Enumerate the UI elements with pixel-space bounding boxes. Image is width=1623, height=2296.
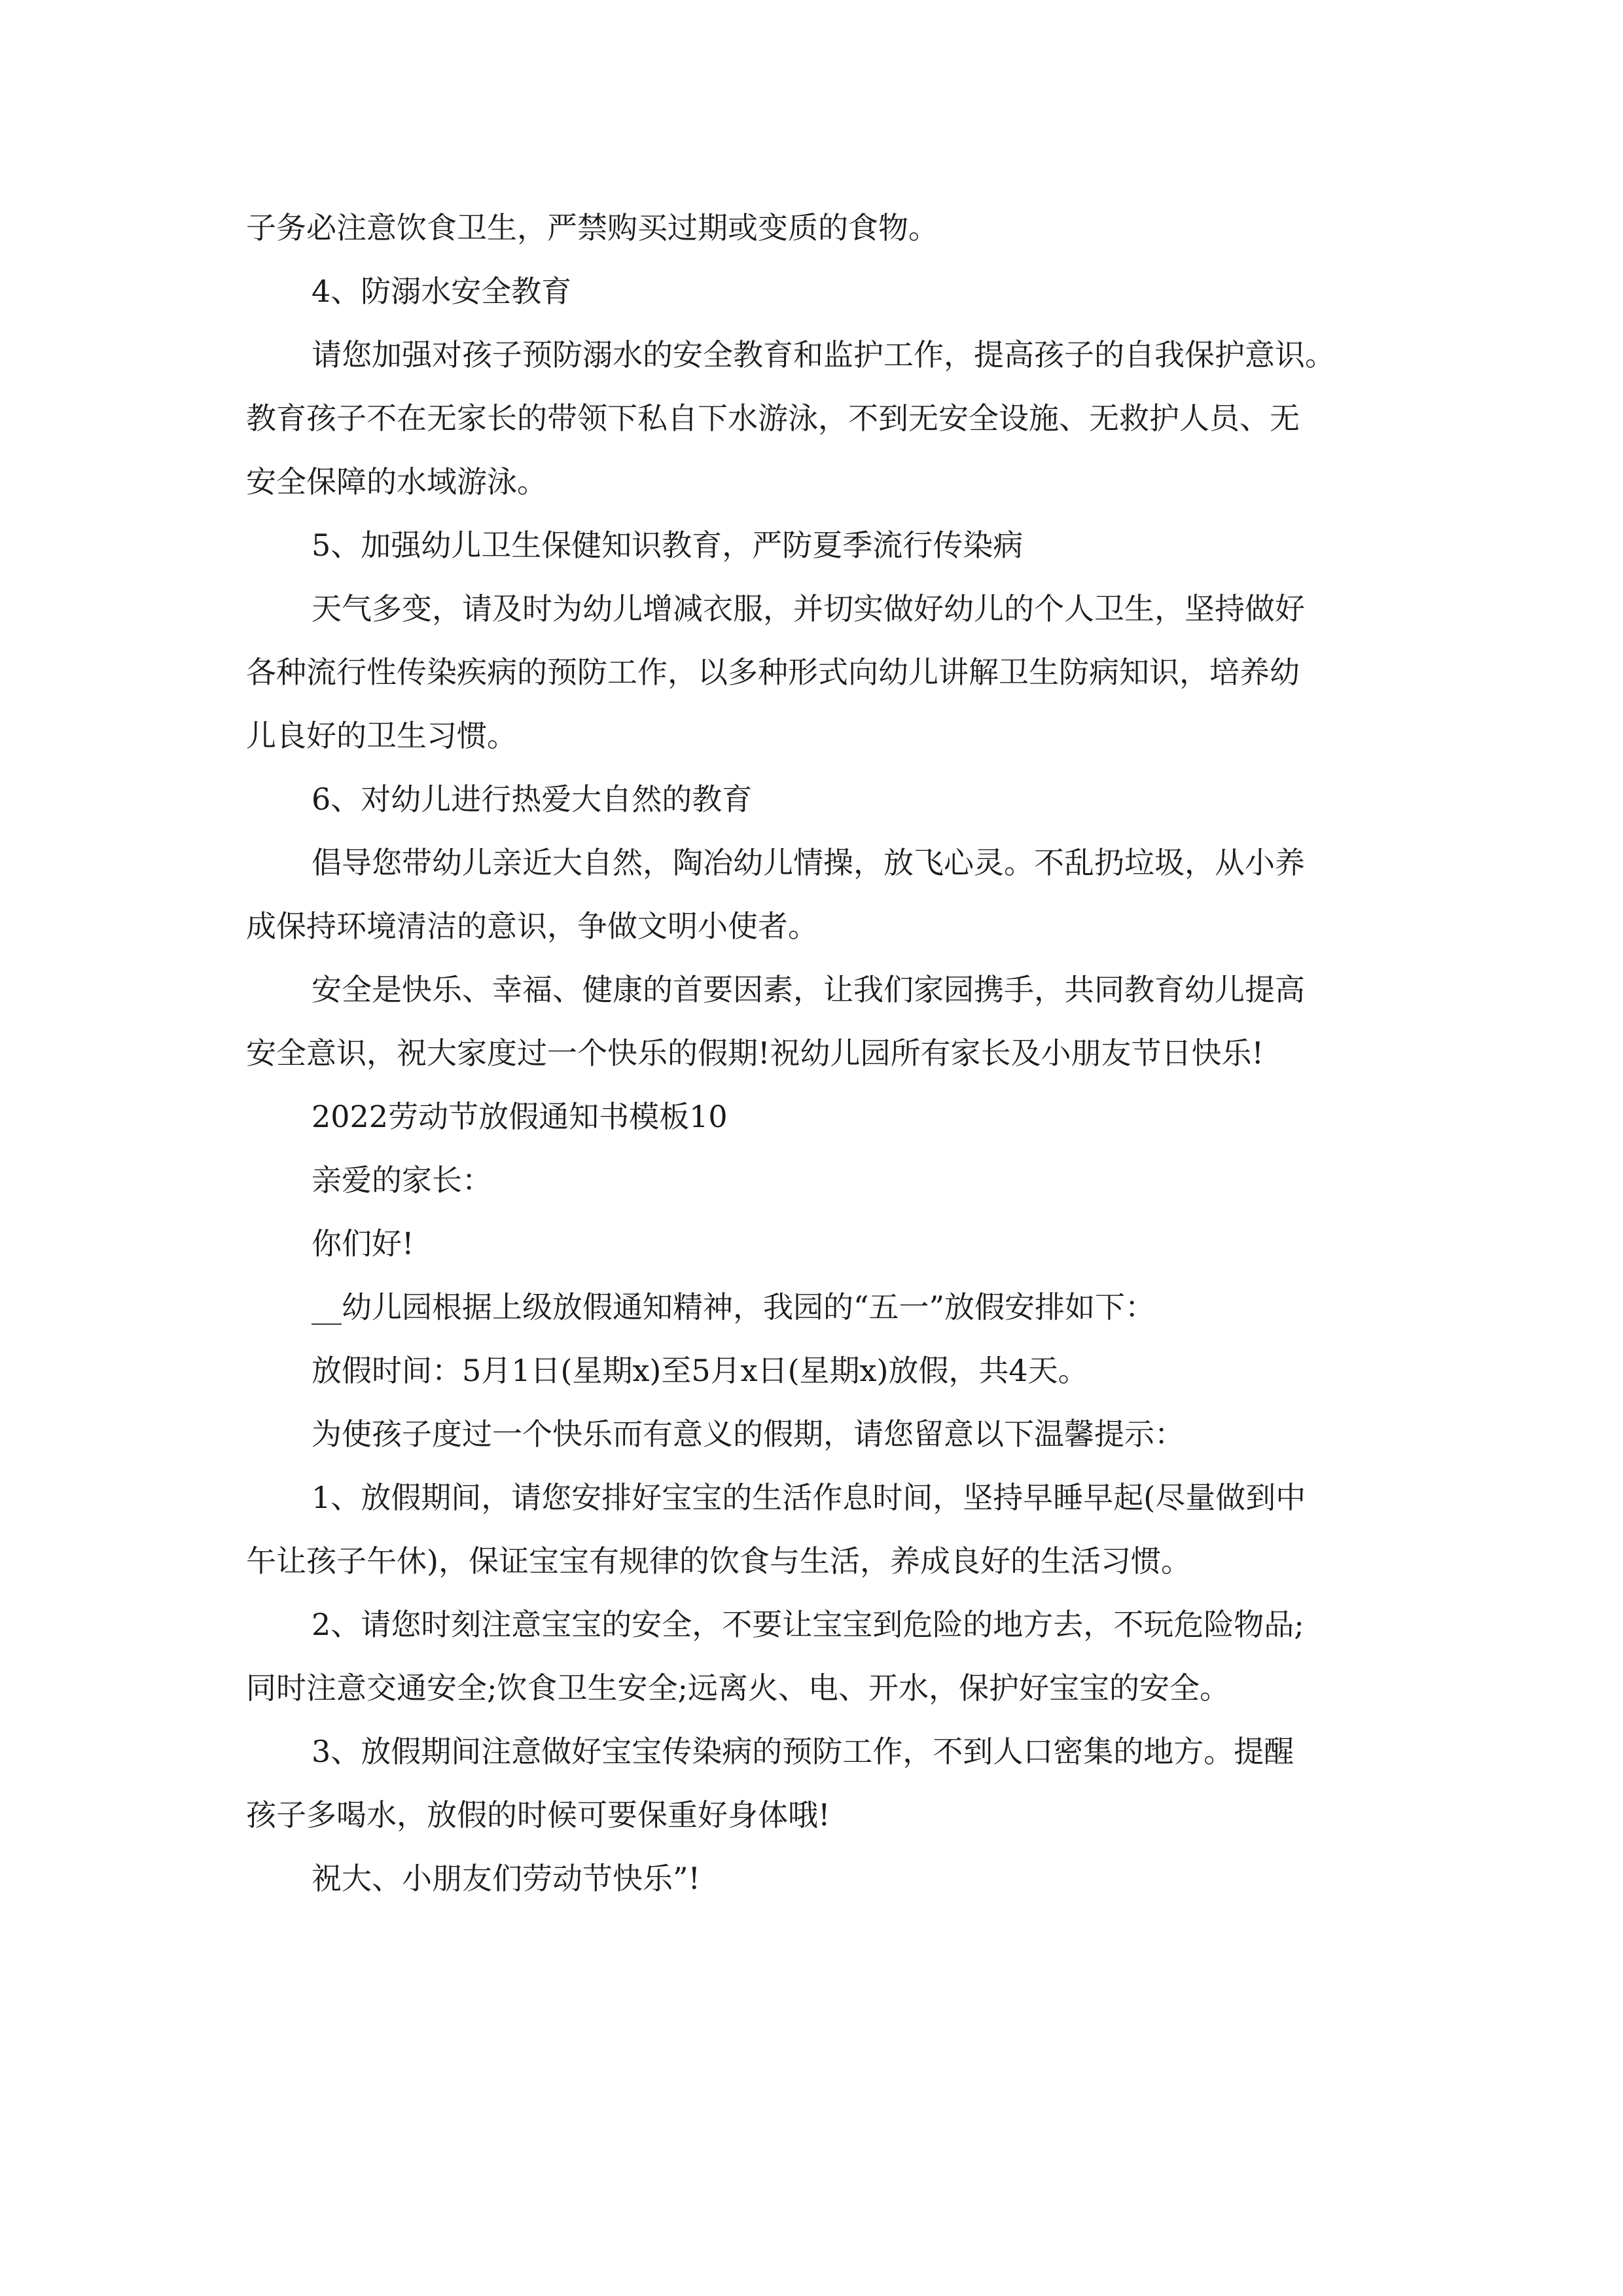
text-line: 1、放假期间，请您安排好宝宝的生活作息时间，坚持早睡早起(尽量做到中: [312, 1480, 1306, 1515]
text-line: 请您加强对孩子预防溺水的安全教育和监护工作，提高孩子的自我保护意识。: [312, 337, 1335, 372]
text-line: 你们好!: [312, 1226, 414, 1261]
text-line: 教育孩子不在无家长的带领下私自下水游泳，不到无安全设施、无救护人员、无: [246, 401, 1300, 436]
text-line: 孩子多喝水，放假的时候可要保重好身体哦!: [246, 1797, 830, 1833]
text-line: 子务必注意饮食卫生，严禁购买过期或变质的食物。: [246, 210, 938, 245]
text-line: 成保持环境清洁的意识，争做文明小使者。: [246, 908, 818, 944]
text-line: 安全是快乐、幸福、健康的首要因素，让我们家园携手，共同教育幼儿提高: [312, 972, 1305, 1007]
text-line: 放假时间：5月1日(星期x)至5月x日(星期x)放假，共4天。: [312, 1353, 1088, 1388]
text-line: 午让孩子午休)，保证宝宝有规律的饮食与生活，养成良好的生活习惯。: [246, 1543, 1191, 1579]
text-line: 为使孩子度过一个快乐而有意义的假期，请您留意以下温馨提示：: [312, 1416, 1185, 1452]
text-line: 祝大、小朋友们劳动节快乐”!: [312, 1861, 701, 1896]
text-line: 2022劳动节放假通知书模板10: [312, 1099, 728, 1134]
text-line: 天气多变，请及时为幼儿增减衣服，并切实做好幼儿的个人卫生，坚持做好: [312, 591, 1305, 626]
text-line: 安全意识，祝大家度过一个快乐的假期!祝幼儿园所有家长及小朋友节日快乐!: [246, 1035, 1264, 1071]
text-line: 2、请您时刻注意宝宝的安全，不要让宝宝到危险的地方去，不玩危险物品;: [312, 1607, 1304, 1642]
text-line: 同时注意交通安全;饮食卫生安全;远离火、电、开水，保护好宝宝的安全。: [246, 1670, 1230, 1706]
text-line: 5、加强幼儿卫生保健知识教育，严防夏季流行传染病: [312, 528, 1024, 563]
text-line: 倡导您带幼儿亲近大自然，陶冶幼儿情操，放飞心灵。不乱扔垃圾，从小养: [312, 845, 1305, 880]
document-body: [246, 196, 1398, 1910]
text-line: 6、对幼儿进行热爱大自然的教育: [312, 781, 753, 817]
text-line: 各种流行性传染疾病的预防工作，以多种形式向幼儿讲解卫生防病知识，培养幼: [246, 655, 1300, 690]
text-line: 安全保障的水域游泳。: [246, 464, 547, 499]
text-line: 4、防溺水安全教育: [312, 274, 572, 309]
text-line: __幼儿园根据上级放假通知精神，我园的“五一”放假安排如下：: [312, 1289, 1156, 1325]
text-line: 儿良好的卫生习惯。: [246, 718, 517, 753]
text-line: 亲爱的家长：: [312, 1162, 492, 1198]
text-line: 3、放假期间注意做好宝宝传染病的预防工作，不到人口密集的地方。提醒: [312, 1734, 1294, 1769]
